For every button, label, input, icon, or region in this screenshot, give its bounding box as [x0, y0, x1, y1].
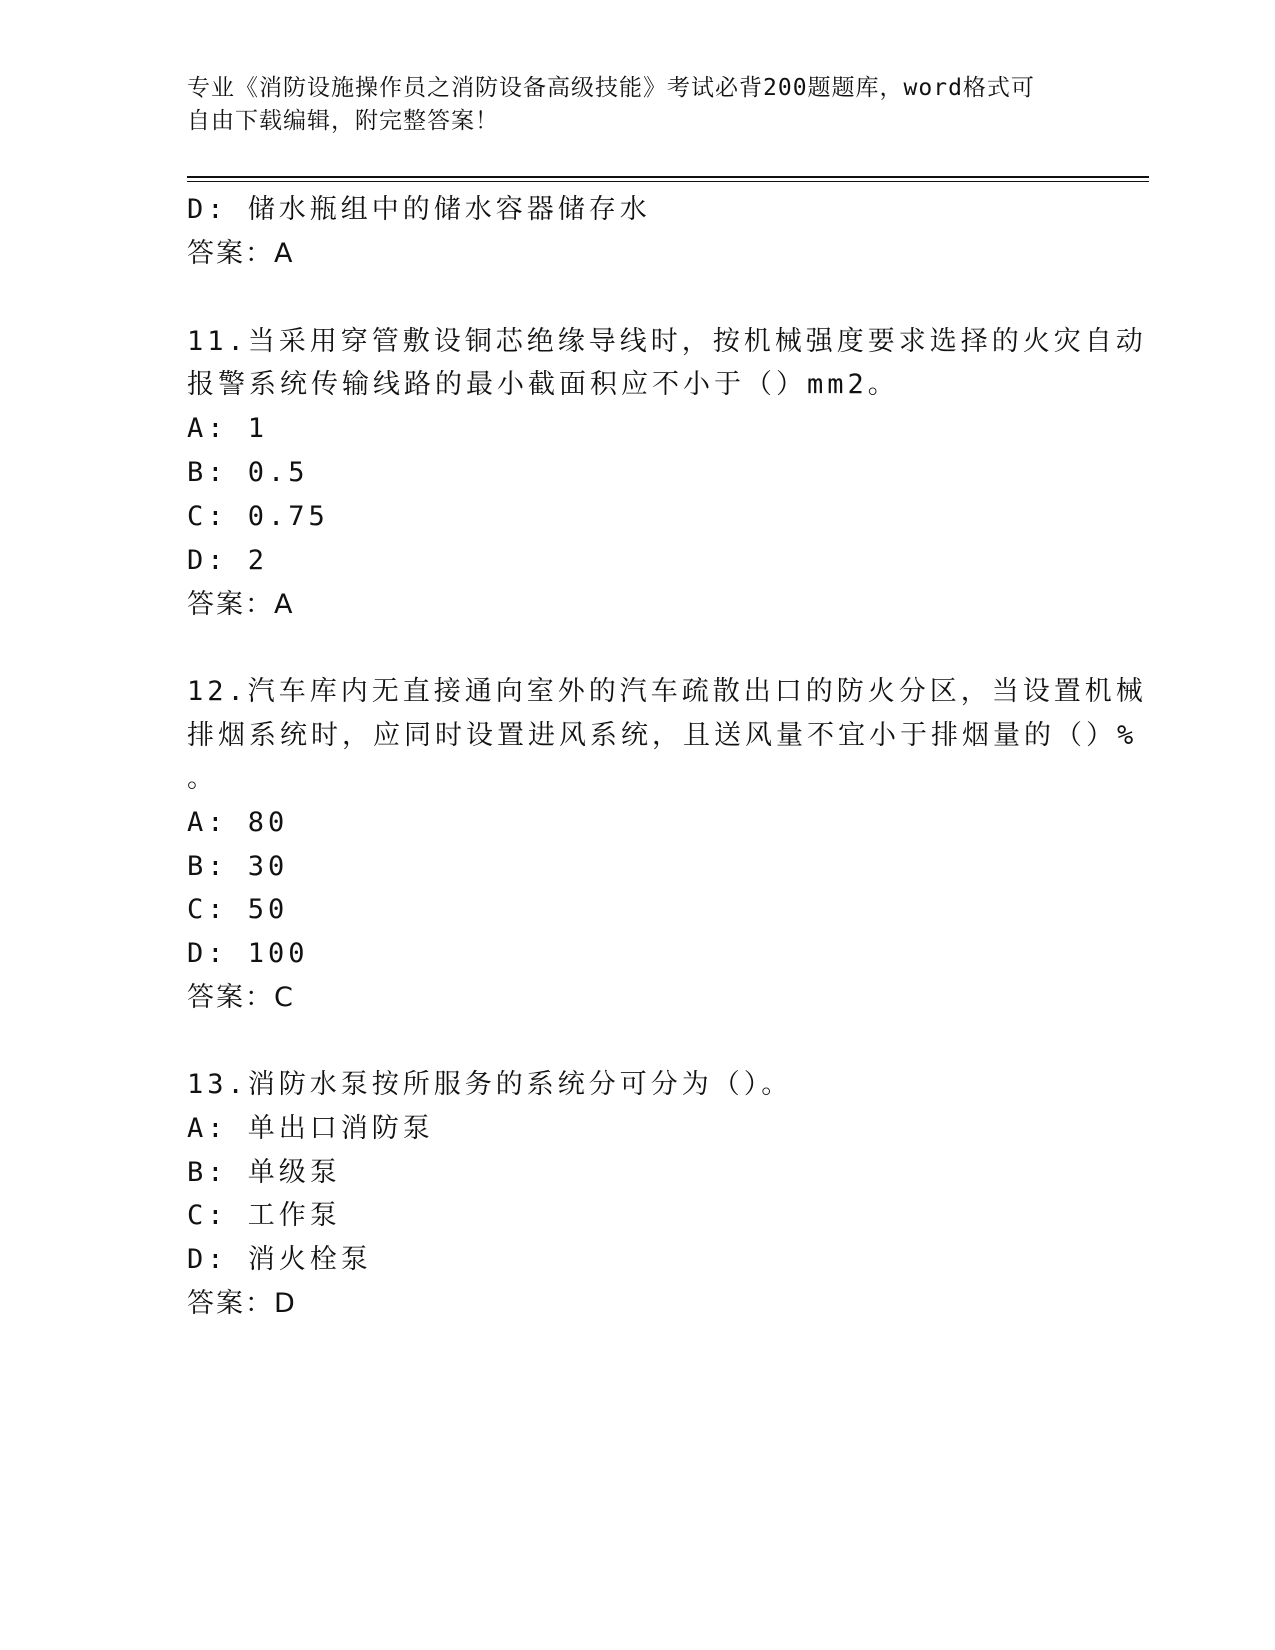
q12-stem-line-1: 12.汽车库内无直接通向室外的汽车疏散出口的防火分区，当设置机械 — [187, 676, 1147, 707]
q13-answer: 答案：D — [187, 1288, 297, 1319]
q11-option-b: B: 0.5 — [187, 457, 309, 488]
q11-stem-line-2: 报警系统传输线路的最小截面积应不小于（）mm2。 — [187, 369, 899, 400]
header-line-2: 自由下载编辑，附完整答案！ — [187, 108, 499, 134]
q12-stem-line-2: 排烟系统时，应同时设置进风系统，且送风量不宜小于排烟量的（）% — [187, 720, 1138, 751]
q12-option-a: A: 80 — [187, 807, 289, 838]
q11-option-c: C: 0.75 — [187, 501, 329, 532]
q11-option-d: D: 2 — [187, 545, 269, 576]
q13-option-a: A: 单出口消防泵 — [187, 1113, 434, 1144]
prev-answer: 答案：A — [187, 238, 295, 269]
q11-answer: 答案：A — [187, 589, 295, 620]
prev-option-d: D: 储水瓶组中的储水容器储存水 — [187, 194, 651, 225]
q13-stem-line-1: 13.消防水泵按所服务的系统分可分为（）。 — [187, 1069, 793, 1100]
header-rule-thick — [187, 176, 1149, 178]
q13-option-d: D: 消火栓泵 — [187, 1244, 372, 1275]
q11-stem-line-1: 11.当采用穿管敷设铜芯绝缘导线时，按机械强度要求选择的火灾自动 — [187, 326, 1147, 357]
q13-option-b: B: 单级泵 — [187, 1157, 341, 1188]
header-rule-thin — [187, 181, 1149, 182]
header-line-1: 专业《消防设施操作员之消防设备高级技能》考试必背200题题库，word格式可 — [187, 75, 1035, 101]
q12-option-c: C: 50 — [187, 894, 289, 925]
q12-option-b: B: 30 — [187, 851, 289, 882]
q12-option-d: D: 100 — [187, 938, 309, 969]
q13-option-c: C: 工作泵 — [187, 1200, 341, 1231]
q12-stem-line-3: 。 — [187, 763, 218, 794]
q12-answer: 答案：C — [187, 982, 295, 1013]
document-header — [187, 72, 1077, 138]
q11-option-a: A: 1 — [187, 413, 269, 444]
